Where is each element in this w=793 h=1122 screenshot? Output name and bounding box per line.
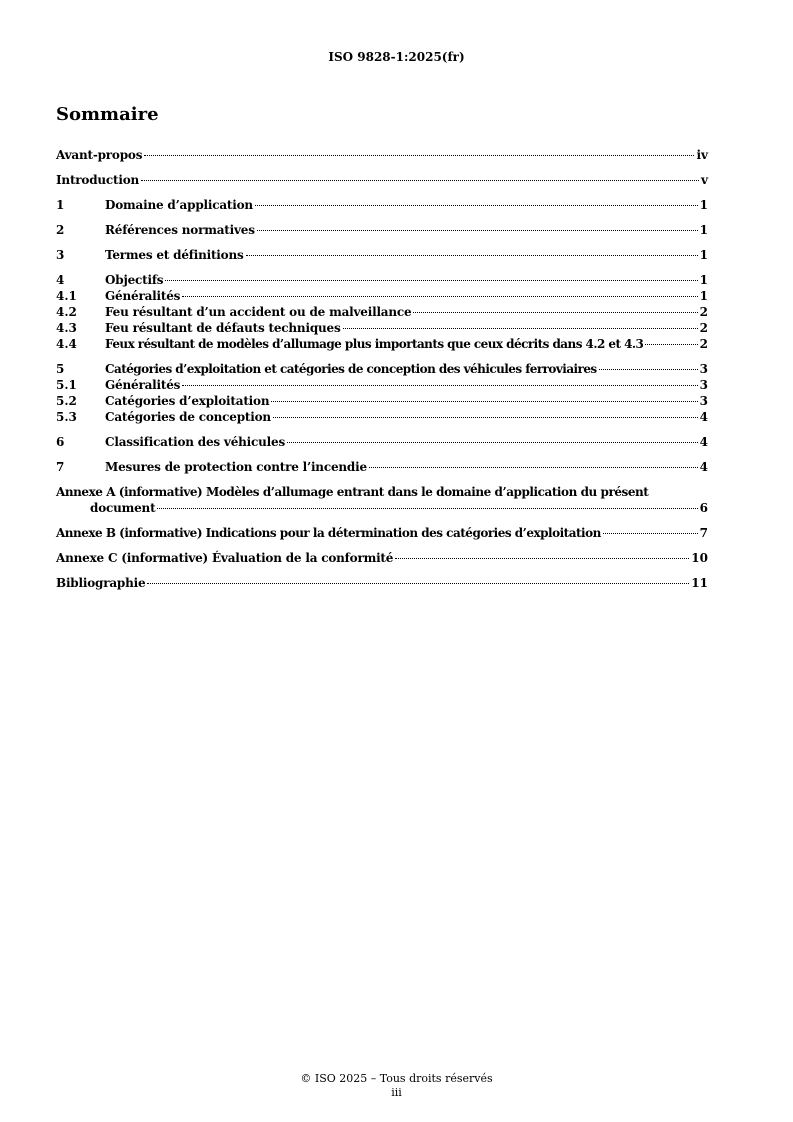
table-of-contents <box>56 147 708 591</box>
toc-entry-page: 7 <box>699 526 708 540</box>
toc-entry-title: Objectifs <box>105 273 164 287</box>
document-header: ISO 9828-1:2025(fr) <box>328 50 465 64</box>
toc-leader <box>273 417 698 418</box>
toc-entry-section-5-2[interactable] <box>56 393 708 409</box>
toc-entry-page: v <box>701 173 708 187</box>
toc-entry-page: 4 <box>699 410 708 424</box>
toc-entry-number: 4.3 <box>56 321 77 335</box>
toc-entry-section-4-1[interactable] <box>56 288 708 304</box>
toc-entry-title: Avant-propos <box>56 148 143 162</box>
toc-entry-avant-propos[interactable] <box>56 147 708 163</box>
toc-entry-introduction[interactable] <box>56 172 708 188</box>
toc-entry-annex-a[interactable] <box>56 484 708 516</box>
toc-entry-annex-c[interactable] <box>56 550 708 566</box>
copyright-notice: © ISO 2025 – Tous droits réservés <box>300 1072 493 1085</box>
toc-leader <box>257 230 698 231</box>
toc-entry-page: 6 <box>699 501 708 515</box>
page-footer <box>0 1072 793 1100</box>
toc-leader <box>271 401 697 402</box>
toc-entry-number: 4.1 <box>56 289 77 303</box>
page-title: Sommaire <box>56 104 159 125</box>
toc-entry-number: 3 <box>56 248 65 262</box>
toc-entry-number: 5 <box>56 362 65 376</box>
toc-entry-section-5-1[interactable] <box>56 377 708 393</box>
toc-entry-section-4-3[interactable] <box>56 320 708 336</box>
toc-leader <box>157 508 697 509</box>
toc-entry-page: 4 <box>699 460 708 474</box>
toc-entry-section-4[interactable] <box>56 272 708 288</box>
toc-entry-number: 4.2 <box>56 305 77 319</box>
toc-entry-section-5-3[interactable] <box>56 409 708 425</box>
toc-entry-number: 6 <box>56 435 65 449</box>
toc-leader <box>255 205 698 206</box>
toc-entry-number: 5.1 <box>56 378 77 392</box>
toc-entry-page: 1 <box>699 289 708 303</box>
toc-entry-continuation <box>56 500 708 516</box>
toc-entry-section-4-4[interactable] <box>56 336 708 352</box>
toc-entry-title: Annexe B (informative) Indications pour la détermination des catégories d’exploitation <box>56 526 601 540</box>
toc-entry-page: 3 <box>699 394 708 408</box>
toc-entry-title: Termes et définitions <box>105 248 244 262</box>
toc-entry-page: 1 <box>699 248 708 262</box>
toc-entry-page: 3 <box>699 362 708 376</box>
toc-entry-title: Feu résultant de défauts techniques <box>105 321 341 335</box>
toc-entry-section-7[interactable] <box>56 459 708 475</box>
toc-entry-title: Annexe A (informative) Modèles d’allumage entrant dans le domaine d’application du présent <box>56 485 649 499</box>
toc-entry-number: 7 <box>56 460 65 474</box>
toc-entry-page: 2 <box>699 337 708 351</box>
toc-entry-section-3[interactable] <box>56 247 708 263</box>
toc-entry-number: 4 <box>56 273 65 287</box>
toc-leader <box>395 558 689 559</box>
toc-leader <box>343 328 698 329</box>
toc-leader <box>165 280 697 281</box>
toc-entry-section-2[interactable] <box>56 222 708 238</box>
toc-entry-title: Généralités <box>105 289 181 303</box>
toc-entry-title: Généralités <box>105 378 181 392</box>
toc-entry-page: 2 <box>699 305 708 319</box>
toc-entry-title: Classification des véhicules <box>105 435 285 449</box>
toc-leader <box>645 344 697 345</box>
toc-leader <box>141 180 699 181</box>
toc-entry-page: 1 <box>699 273 708 287</box>
toc-entry-number: 5.2 <box>56 394 77 408</box>
toc-leader <box>287 442 698 443</box>
toc-leader <box>599 369 698 370</box>
toc-leader <box>182 385 697 386</box>
toc-leader <box>182 296 697 297</box>
toc-entry-number: 4.4 <box>56 337 77 351</box>
toc-entry-title: Catégories d’exploitation et catégories de conception des véhicules ferroviaires <box>105 362 597 376</box>
toc-entry-page: 10 <box>691 551 708 565</box>
toc-entry-title: Catégories d’exploitation <box>105 394 270 408</box>
toc-entry-title: Introduction <box>56 173 140 187</box>
toc-entry-page: 2 <box>699 321 708 335</box>
page-number: iii <box>391 1086 402 1099</box>
toc-entry-title: Références normatives <box>105 223 255 237</box>
toc-entry-title: Bibliographie <box>56 576 146 590</box>
toc-entry-page: iv <box>696 148 708 162</box>
toc-entry-title: Annexe C (informative) Évaluation de la conformité <box>56 551 394 565</box>
toc-entry-page: 1 <box>699 223 708 237</box>
toc-entry-section-1[interactable] <box>56 197 708 213</box>
toc-leader <box>246 255 698 256</box>
toc-entry-number: 1 <box>56 198 65 212</box>
toc-entry-page: 11 <box>691 576 708 590</box>
toc-entry-title: Domaine d’application <box>105 198 253 212</box>
toc-entry-page: 1 <box>699 198 708 212</box>
toc-entry-title: Feu résultant d’un accident ou de malveillance <box>105 305 412 319</box>
toc-leader <box>413 312 697 313</box>
toc-entry-title: Catégories de conception <box>105 410 271 424</box>
toc-entry-section-5[interactable] <box>56 361 708 377</box>
toc-leader <box>369 467 698 468</box>
toc-leader <box>147 583 689 584</box>
toc-entry-title: Mesures de protection contre l’incendie <box>105 460 367 474</box>
toc-entry-title: Feux résultant de modèles d’allumage plus importants que ceux décrits dans 4.2 et 4.3 <box>105 337 644 351</box>
toc-entry-page: 3 <box>699 378 708 392</box>
toc-leader <box>603 533 698 534</box>
toc-leader <box>144 155 694 156</box>
toc-entry-page: 4 <box>699 435 708 449</box>
toc-entry-section-6[interactable] <box>56 434 708 450</box>
toc-entry-section-4-2[interactable] <box>56 304 708 320</box>
toc-entry-number: 2 <box>56 223 65 237</box>
toc-entry-annex-b[interactable] <box>56 525 708 541</box>
toc-entry-bibliographie[interactable] <box>56 575 708 591</box>
toc-entry-number: 5.3 <box>56 410 77 424</box>
toc-entry-title-cont: document <box>90 501 156 515</box>
